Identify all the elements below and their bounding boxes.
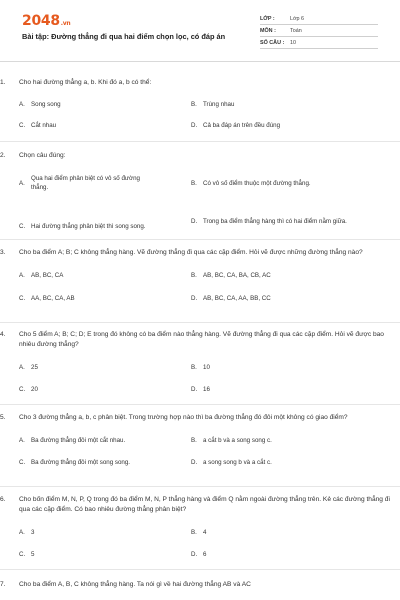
question-number: 1. [0, 79, 6, 86]
question-1 [0, 78, 400, 138]
option-b[interactable] [191, 100, 361, 109]
option-a[interactable] [19, 528, 189, 537]
header-divider [0, 61, 400, 62]
option-letter: B. [191, 529, 197, 536]
question-2 [0, 151, 400, 236]
option-text: Cả ba đáp án trên đều đúng [203, 122, 281, 129]
meta-label: MÔN : [260, 28, 276, 34]
meta-panel [260, 14, 378, 50]
option-letter: A. [19, 529, 25, 536]
option-b[interactable] [191, 179, 361, 188]
option-text: AA, BC, CA, AB [31, 295, 75, 302]
option-letter: B. [191, 364, 197, 371]
meta-row-subject [260, 26, 378, 37]
option-c[interactable] [19, 550, 189, 559]
option-text: 6 [203, 551, 207, 558]
question-number: 4. [0, 331, 6, 338]
option-b[interactable] [191, 528, 361, 537]
option-a[interactable] [19, 436, 189, 445]
logo-text: 2048 [22, 13, 60, 29]
question-divider [0, 569, 400, 570]
option-letter: C. [19, 223, 26, 230]
option-a[interactable] [19, 100, 189, 109]
option-text: 10 [203, 364, 210, 371]
option-letter: A. [19, 101, 25, 108]
option-c[interactable] [19, 294, 189, 303]
question-text: Cho 3 đường thẳng a, b, c phân biệt. Trong trường hợp nào thì ba đường thẳng đó đôi một không có giao điểm? [19, 414, 348, 421]
option-d[interactable] [191, 550, 361, 559]
option-letter: B. [191, 180, 197, 187]
option-b[interactable] [191, 436, 361, 445]
option-letter: B. [191, 437, 197, 444]
option-letter: D. [191, 122, 198, 129]
question-text: Cho bốn điểm M, N, P, Q trong đó ba điểm M, N, P thẳng hàng và điểm Q nằm ngoài đường thẳng trên. Kẻ các đường thẳng đi qua các cặp điểm. Có bao nhiêu đường thẳng phân biệt? [19, 496, 390, 513]
option-text: Cắt nhau [31, 122, 57, 129]
option-text: AB, BC, CA, AA, BB, CC [203, 295, 271, 302]
meta-row-grade [260, 14, 378, 25]
option-letter: A. [19, 437, 25, 444]
option-text: AB, BC, CA, BA, CB, AC [203, 272, 271, 279]
question-text: Cho ba điểm A; B; C không thẳng hàng. Vẽ đường thẳng đi qua các cặp điểm. Hỏi vẽ được những đường thẳng nào? [19, 249, 363, 256]
option-text: 5 [31, 551, 35, 558]
question-number: 5. [0, 414, 6, 421]
option-text: 16 [203, 386, 210, 393]
option-text: 25 [31, 364, 38, 371]
option-text: Hai đường thẳng phân biệt thì song song. [31, 223, 146, 230]
meta-value: Toán [290, 28, 302, 34]
option-a[interactable] [19, 363, 189, 372]
option-d[interactable] [191, 458, 361, 467]
option-a[interactable] [19, 174, 189, 192]
option-text: Ba đường thẳng đôi một cắt nhau. [31, 437, 126, 444]
question-divider [0, 239, 400, 240]
question-number: 6. [0, 496, 6, 503]
question-4 [0, 330, 400, 400]
option-letter: A. [19, 272, 25, 279]
option-letter: B. [191, 272, 197, 279]
worksheet-header [22, 0, 378, 62]
option-letter: C. [19, 551, 26, 558]
option-text: 20 [31, 386, 38, 393]
option-letter: D. [191, 218, 198, 225]
option-text: 4 [203, 529, 207, 536]
question-number: 2. [0, 152, 6, 159]
question-divider [0, 486, 400, 487]
meta-label: SỐ CÂU : [260, 40, 285, 46]
question-3 [0, 248, 400, 308]
option-d[interactable] [191, 294, 361, 303]
question-divider [0, 404, 400, 405]
option-letter: D. [191, 386, 198, 393]
option-d[interactable] [191, 121, 361, 130]
option-letter: A. [19, 364, 25, 371]
option-text: Ba đường thẳng đôi một song song. [31, 459, 131, 466]
meta-value: Lớp 6 [290, 16, 305, 22]
question-text: Cho 5 điểm A; B; C; D; E trong đó không có ba điểm nào thẳng hàng. Vẽ đường thẳng đi qua các cặp điểm. Hỏi vẽ được bao nhiêu đường thẳng? [19, 331, 384, 348]
question-text: Cho hai đường thẳng a, b. Khi đó a, b có thể: [19, 79, 152, 86]
site-logo[interactable] [22, 13, 70, 29]
option-a[interactable] [19, 271, 189, 280]
option-text: a song song b và a cắt c. [203, 459, 272, 466]
option-text: Có vô số điểm thuộc một đường thẳng. [203, 180, 311, 187]
question-number: 3. [0, 249, 6, 256]
option-letter: C. [19, 295, 26, 302]
option-c[interactable] [19, 121, 189, 130]
option-b[interactable] [191, 363, 361, 372]
option-d[interactable] [191, 385, 361, 394]
option-letter: C. [19, 459, 26, 466]
option-letter: A. [19, 179, 25, 187]
option-text: 3 [31, 529, 35, 536]
question-7 [0, 580, 400, 590]
option-text: a cắt b và a song song c. [203, 437, 272, 444]
option-text: Trong ba điểm thẳng hàng thì có hai điểm nằm giữa. [203, 218, 347, 225]
option-c[interactable] [19, 385, 189, 394]
meta-label: LỚP : [260, 16, 275, 22]
option-d[interactable] [191, 217, 361, 226]
option-letter: D. [191, 295, 198, 302]
option-c[interactable] [19, 458, 189, 467]
meta-row-count [260, 38, 378, 49]
option-c[interactable] [19, 222, 189, 231]
option-b[interactable] [191, 271, 361, 280]
option-letter: D. [191, 459, 198, 466]
option-letter: C. [19, 122, 26, 129]
question-divider [0, 322, 400, 323]
page-title: Bài tập: Đường thẳng đi qua hai điểm chọn lọc, có đáp án [22, 32, 226, 41]
option-text: Trùng nhau [203, 101, 235, 108]
question-5 [0, 413, 400, 473]
question-text: Chọn câu đúng: [19, 152, 66, 159]
question-divider [0, 141, 400, 142]
option-text: Qua hai điểm phân biệt có vô số đường thẳng. [31, 175, 140, 191]
option-letter: B. [191, 101, 197, 108]
question-6 [0, 495, 400, 565]
meta-value: 10 [290, 40, 296, 46]
option-text: Song song [31, 101, 61, 108]
option-text: AB, BC, CA [31, 272, 64, 279]
option-letter: C. [19, 386, 26, 393]
logo-suffix: .vn [60, 20, 71, 27]
question-text: Cho ba điểm A, B, C không thẳng hàng. Ta nói gì về hai đường thẳng AB và AC [19, 581, 251, 588]
question-number: 7. [0, 581, 6, 588]
option-letter: D. [191, 551, 198, 558]
